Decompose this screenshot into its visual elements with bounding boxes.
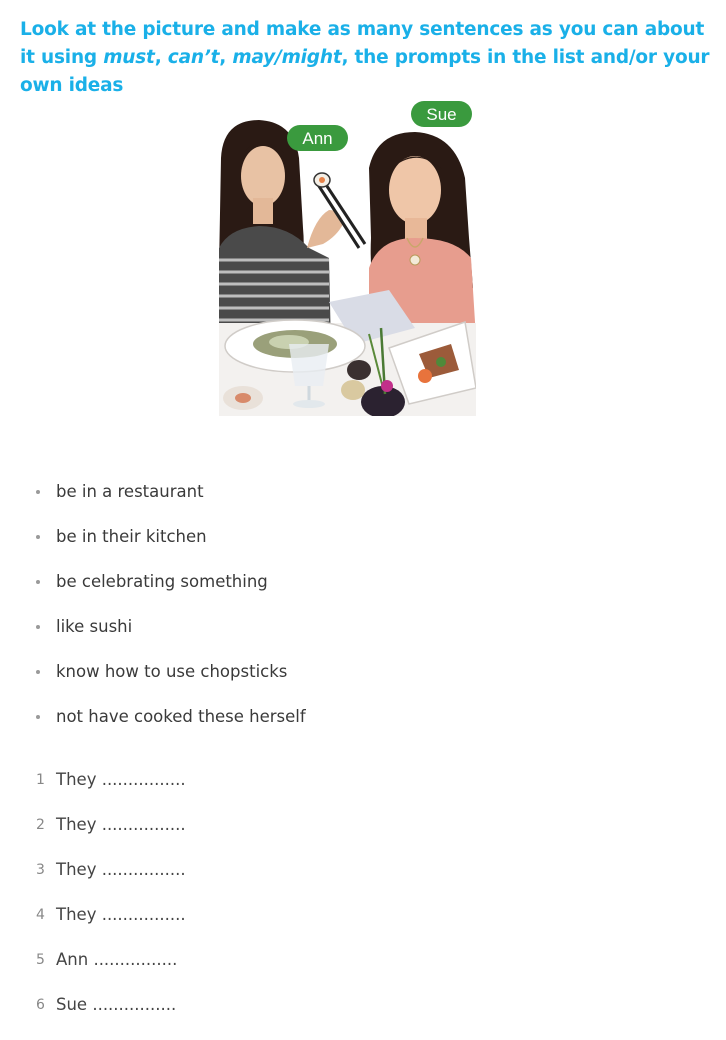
prompt-item — [36, 613, 306, 658]
exercise-number: 6 — [36, 997, 45, 1013]
exercise-answer-line[interactable]: They ................ — [56, 905, 186, 924]
exercise-answer-line[interactable]: They ................ — [56, 815, 186, 834]
instruction-sep2: , — [219, 47, 233, 68]
prompt-item — [36, 703, 306, 748]
exercise-item — [36, 901, 186, 946]
exercise-number: 1 — [36, 772, 45, 788]
prompt-text: be in their kitchen — [56, 527, 207, 546]
bullet-icon — [36, 535, 40, 539]
instruction-maymight: may/might — [232, 47, 342, 68]
instruction-cant: can’t — [167, 47, 220, 68]
exercise-item — [36, 991, 186, 1036]
bullet-icon — [36, 670, 40, 674]
photo-illustration — [219, 98, 476, 416]
bullet-icon — [36, 715, 40, 719]
exercise-number: 5 — [36, 952, 45, 968]
exercise-item — [36, 946, 186, 991]
exercise-answer-line[interactable]: Ann ................ — [56, 950, 178, 969]
prompt-item — [36, 523, 306, 568]
bullet-icon — [36, 580, 40, 584]
ann-label: Ann — [302, 129, 333, 148]
prompt-list — [36, 478, 306, 748]
exercise-item — [36, 811, 186, 856]
exercise-answer-line[interactable]: They ................ — [56, 770, 186, 789]
instruction-part2: , the prompts in the list and/or your own ideas — [20, 47, 710, 96]
prompt-text: like sushi — [56, 617, 133, 636]
prompt-item — [36, 658, 306, 703]
prompt-text: be celebrating something — [56, 572, 268, 591]
exercise-number: 2 — [36, 817, 45, 833]
exercise-item — [36, 856, 186, 901]
instruction-must: must — [103, 47, 155, 68]
exercise-item — [36, 766, 186, 811]
prompt-item — [36, 568, 306, 613]
exercise-number: 3 — [36, 862, 45, 878]
prompt-text: be in a restaurant — [56, 482, 204, 501]
instruction-part1: Look at the picture and make as many sentences as you can about it using — [20, 19, 705, 68]
instruction-text — [20, 16, 710, 100]
exercise-answer-line[interactable]: Sue ................ — [56, 995, 177, 1014]
bullet-icon — [36, 490, 40, 494]
sue-label: Sue — [426, 105, 457, 124]
exercise-number: 4 — [36, 907, 45, 923]
exercise-list — [36, 766, 186, 1036]
restaurant-photo — [219, 98, 476, 416]
prompt-item — [36, 478, 306, 523]
instruction-sep1: , — [154, 47, 168, 68]
exercise-answer-line[interactable]: They ................ — [56, 860, 186, 879]
prompt-text: not have cooked these herself — [56, 707, 306, 726]
bullet-icon — [36, 625, 40, 629]
prompt-text: know how to use chopsticks — [56, 662, 288, 681]
